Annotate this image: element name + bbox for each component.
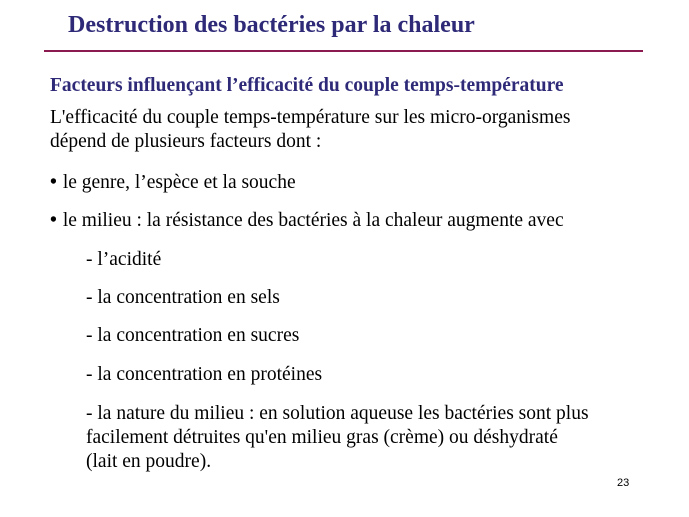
intro-paragraph <box>50 106 680 154</box>
bullet-text: le milieu : la résistance des bactéries à la chaleur augmente avec <box>62 210 564 231</box>
title-divider <box>44 50 643 52</box>
sub-item-line: (lait en poudre). <box>86 451 212 472</box>
sub-item-line: - la nature du milieu : en solution aqueuse les bactéries sont plus <box>86 403 589 424</box>
bullet-marker: • <box>50 210 57 231</box>
intro-line: L'efficacité du couple temps-température sur les micro-organismes <box>50 107 571 128</box>
sub-item: - l’acidité <box>86 249 162 270</box>
bullet-item <box>50 209 564 233</box>
sub-item: - la concentration en protéines <box>86 364 323 385</box>
sub-item: - la concentration en sels <box>86 287 280 308</box>
bullet-text: le genre, l’espèce et la souche <box>62 172 296 193</box>
slide-title: Destruction des bactéries par la chaleur <box>68 12 475 38</box>
bullet-marker: • <box>50 172 57 193</box>
sub-item-nature-milieu <box>86 402 682 474</box>
sub-item: - la concentration en sucres <box>86 325 300 346</box>
page-number: 23 <box>617 477 630 489</box>
bullet-item <box>50 171 296 195</box>
sub-item-line: facilement détruites qu'en milieu gras (crème) ou déshydraté <box>86 427 558 448</box>
intro-line: dépend de plusieurs facteurs dont : <box>50 131 322 152</box>
section-heading: Facteurs influençant l’efficacité du couple temps-température <box>50 75 564 96</box>
